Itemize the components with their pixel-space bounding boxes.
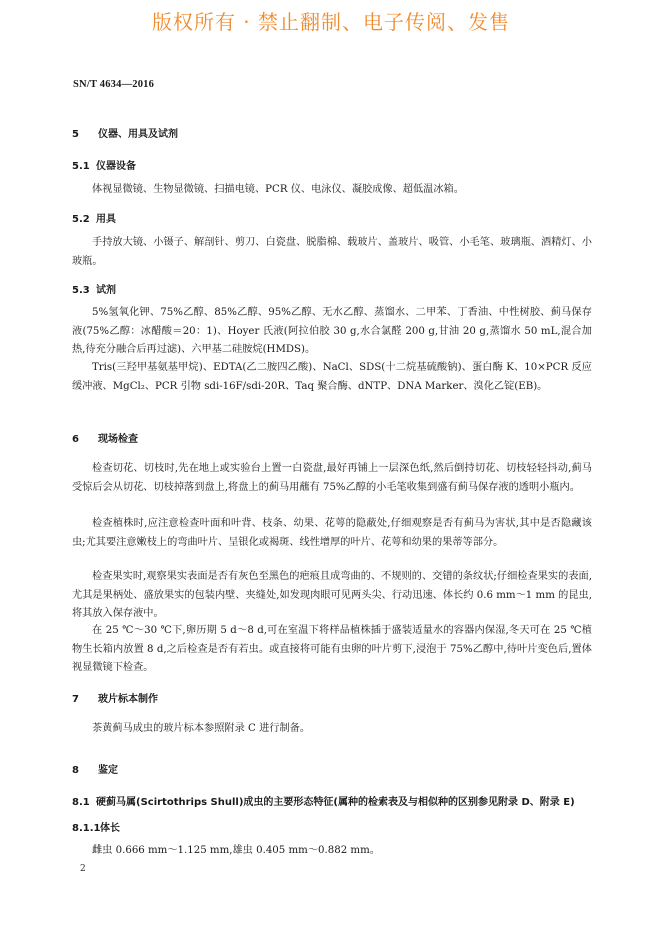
paragraph-reagents-2: Tris(三羟甲基氨基甲烷)、EDTA(乙二胺四乙酸)、NaCl、SDS(十二烷基硫酸钠)、蛋白酶 K、10×PCR 反应缓冲液、MgCl₂、PCR 引物 sdi-16F/sdi-20R、Taq 聚合酶、dNTP、DNA Marker、溴化乙锭(EB)。 xyxy=(72,362,592,392)
heading-section-8-1-1: 8.1.1体长 xyxy=(72,823,120,834)
paragraph-tools: 手持放大镜、小镊子、解剖针、剪刀、白瓷盘、脱脂棉、载玻片、盖玻片、吸管、小毛笔、玻璃瓶、酒精灯、小玻瓶。 xyxy=(72,237,592,267)
heading-section-5-2: 5.2 用具 xyxy=(72,214,116,225)
paragraph-body-length: 雌虫 0.666 mm～1.125 mm,雄虫 0.405 mm～0.882 mm。 xyxy=(92,845,380,856)
page-number: 2 xyxy=(80,864,86,874)
standard-id: SN/T 4634—2016 xyxy=(73,79,155,90)
paragraph-egg-period: 在 25 ℃～30 ℃下,卵历期 5 d～8 d,可在室温下将样品植株插于盛装适量水的容器内保湿,冬天可在 25 ℃植物生长箱内放置 8 d,之后检查是否有若虫。或直接将可能有虫卵的叶片剪下,浸泡于 75%乙醇中,待叶片变色后,置体视显微镜下检查。 xyxy=(72,625,592,673)
heading-section-8: 8 鉴定 xyxy=(72,765,118,776)
heading-section-5-1: 5.1 仪器设备 xyxy=(72,161,136,172)
paragraph-slide-preparation: 茶黄蓟马成虫的玻片标本参照附录 C 进行制备。 xyxy=(92,723,311,734)
paragraph-inspect-cut-flowers: 检查切花、切枝时,先在地上或实验台上置一白瓷盘,最好再铺上一层深色纸,然后倒持切花、切枝轻轻抖动,蓟马受惊后会从切花、切枝掉落到盘上,将盘上的蓟马用蘸有 75%乙醇的小毛笔收集到盛有蓟马保存液的透明小瓶内。 xyxy=(72,463,592,493)
heading-section-7: 7 玻片标本制作 xyxy=(72,694,158,705)
heading-section-6: 6 现场检查 xyxy=(72,434,138,445)
watermark: 版权所有 · 禁止翻制、电子传阅、发售 xyxy=(151,10,511,34)
paragraph-equipment: 体视显微镜、生物显微镜、扫描电镜、PCR 仪、电泳仪、凝胶成像、超低温冰箱。 xyxy=(92,184,464,195)
heading-section-5-3: 5.3 试剂 xyxy=(72,285,116,296)
paragraph-inspect-fruit: 检查果实时,观察果实表面是否有灰色至黑色的疤痕且成弯曲的、不规则的、交错的条纹状;仔细检查果实的表面,尤其是果柄处、盛放果实的包装内壁、夹缝处,如发现肉眼可见两头尖、行动迅速、体长约 0.6 mm～1 mm 的昆虫,将其放入保存液中。 xyxy=(72,571,592,619)
heading-section-8-1: 8.1 硬蓟马属(Scirtothrips Shull)成虫的主要形态特征(属种的检索表及与相似种的区别参见附录 D、附录 E) xyxy=(72,797,575,808)
heading-section-5: 5 仪器、用具及试剂 xyxy=(72,129,178,140)
paragraph-inspect-plants: 检查植株时,应注意检查叶面和叶背、枝条、幼果、花萼的隐蔽处,仔细观察是否有蓟马为害状,其中是否隐藏该虫;尤其要注意嫩枝上的弯曲叶片、呈银化或褐斑、线性增厚的叶片、花萼和幼果的果蒂等部分。 xyxy=(72,518,592,548)
paragraph-reagents-1: 5%氢氧化钾、75%乙醇、85%乙醇、95%乙醇、无水乙醇、蒸馏水、二甲苯、丁香油、中性树胶、蓟马保存液(75%乙醇：冰醋酸＝20：1)、Hoyer 氏液(阿拉伯胶 30 g,水合氯醛 200 g,甘油 20 g,蒸馏水 50 mL,混合加热,待充分融合后再过滤)、六甲基二硅胺烷(HMDS)。 xyxy=(72,307,592,355)
